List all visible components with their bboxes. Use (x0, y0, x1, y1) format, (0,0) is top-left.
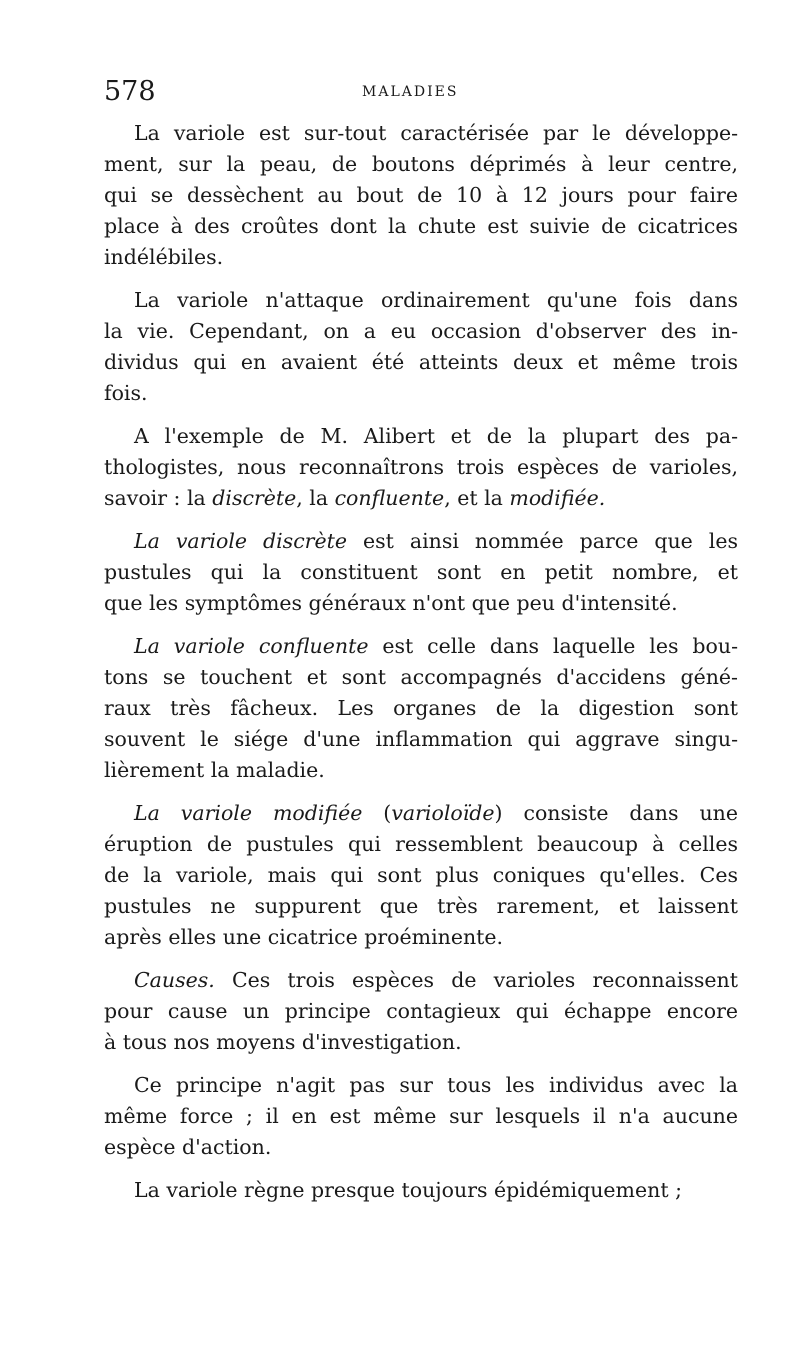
text-run: lièrement la maladie. (104, 758, 325, 782)
text-run: pustules qui la constituent sont en petit nombre, et (104, 560, 738, 584)
text-line (104, 118, 738, 149)
text-line (104, 1101, 738, 1132)
text-run: espèce d'action. (104, 1135, 272, 1159)
paragraph (104, 965, 738, 1058)
text-line (104, 1070, 738, 1101)
text-run: indélébiles. (104, 245, 224, 269)
italic-term: La variole discrète (134, 529, 347, 553)
text-run: pustules ne suppurent que très rarement, et laissent (104, 894, 738, 918)
text-run: après elles une cicatrice proéminente. (104, 925, 504, 949)
text-run: Ces trois espèces de varioles reconnaissent (214, 968, 738, 992)
text-line (104, 347, 738, 378)
text-line (104, 860, 738, 891)
body-text (104, 118, 738, 1206)
text-line (104, 285, 738, 316)
text-run: , et la (444, 486, 510, 510)
italic-term: confluente (334, 486, 445, 510)
italic-term: La variole modifiée (134, 801, 363, 825)
text-line (104, 662, 738, 693)
text-line (104, 631, 738, 662)
text-run: raux très fâcheux. Les organes de la digestion sont (104, 696, 738, 720)
text-line (104, 1175, 738, 1206)
text-run: pour cause un principe contagieux qui échappe encore (104, 999, 738, 1023)
text-run: Ce principe n'agit pas sur tous les individus avec la (134, 1073, 738, 1097)
page-number: 578 (104, 76, 156, 107)
text-line (104, 149, 738, 180)
text-line (104, 378, 738, 409)
text-line (104, 180, 738, 211)
text-line (104, 526, 738, 557)
paragraph (104, 798, 738, 953)
text-line (104, 693, 738, 724)
text-run: souvent le siége d'une inflammation qui aggrave singu- (104, 727, 738, 751)
text-run: qui se dessèchent au bout de 10 à 12 jours pour faire (104, 183, 738, 207)
text-run: est ainsi nommée parce que les (347, 529, 739, 553)
text-line (104, 452, 738, 483)
text-line (104, 724, 738, 755)
text-line (104, 829, 738, 860)
italic-term: discrète (212, 486, 297, 510)
text-run: ment, sur la peau, de boutons déprimés à leur centre, (104, 152, 738, 176)
text-run: , la (296, 486, 335, 510)
paragraph (104, 526, 738, 619)
text-run: A l'exemple de M. Alibert et de la plupart des pa- (134, 424, 738, 448)
text-run: La variole n'attaque ordinairement qu'une fois dans (134, 288, 738, 312)
text-run: à tous nos moyens d'investigation. (104, 1030, 462, 1054)
text-run: la vie. Cependant, on a eu occasion d'observer des in- (104, 319, 738, 343)
paragraph (104, 285, 738, 409)
text-line (104, 588, 738, 619)
text-line (104, 242, 738, 273)
text-line (104, 965, 738, 996)
paragraph (104, 118, 738, 273)
text-run: de la variole, mais qui sont plus coniques qu'elles. Ces (104, 863, 738, 887)
text-line (104, 1132, 738, 1163)
text-run: est celle dans laquelle les bou- (368, 634, 738, 658)
text-run: place à des croûtes dont la chute est suivie de cicatrices (104, 214, 738, 238)
italic-term: La variole confluente (134, 634, 369, 658)
text-run: dividus qui en avaient été atteints deux et même trois (104, 350, 738, 374)
text-run: ( (362, 801, 392, 825)
text-run: savoir : la (104, 486, 213, 510)
text-run: éruption de pustules qui ressemblent beaucoup à celles (104, 832, 738, 856)
text-line (104, 557, 738, 588)
italic-term: varioloïde (391, 801, 495, 825)
paragraph (104, 1070, 738, 1163)
running-title: MALADIES (362, 84, 459, 100)
text-line (104, 798, 738, 829)
text-line (104, 316, 738, 347)
text-line (104, 1027, 738, 1058)
text-run: La variole est sur-tout caractérisée par le développe- (134, 121, 738, 145)
text-line (104, 922, 738, 953)
text-run: fois. (104, 381, 148, 405)
paragraph (104, 1175, 738, 1206)
text-run: ) consiste dans une (494, 801, 738, 825)
text-run: même force ; il en est même sur lesquels il n'a aucune (104, 1104, 738, 1128)
text-line (104, 755, 738, 786)
text-run: La variole règne presque toujours épidémiquement ; (134, 1178, 682, 1202)
text-line (104, 891, 738, 922)
paragraph (104, 631, 738, 786)
italic-term: modifiée. (509, 486, 606, 510)
paragraph (104, 421, 738, 514)
text-run: que les symptômes généraux n'ont que peu d'intensité. (104, 591, 678, 615)
text-line (104, 483, 738, 514)
text-line (104, 421, 738, 452)
text-line (104, 996, 738, 1027)
text-run: tons se touchent et sont accompagnés d'accidens géné- (104, 665, 738, 689)
running-head (104, 70, 738, 114)
text-line (104, 211, 738, 242)
text-run: thologistes, nous reconnaîtrons trois espèces de varioles, (104, 455, 738, 479)
italic-term: Causes. (134, 968, 215, 992)
